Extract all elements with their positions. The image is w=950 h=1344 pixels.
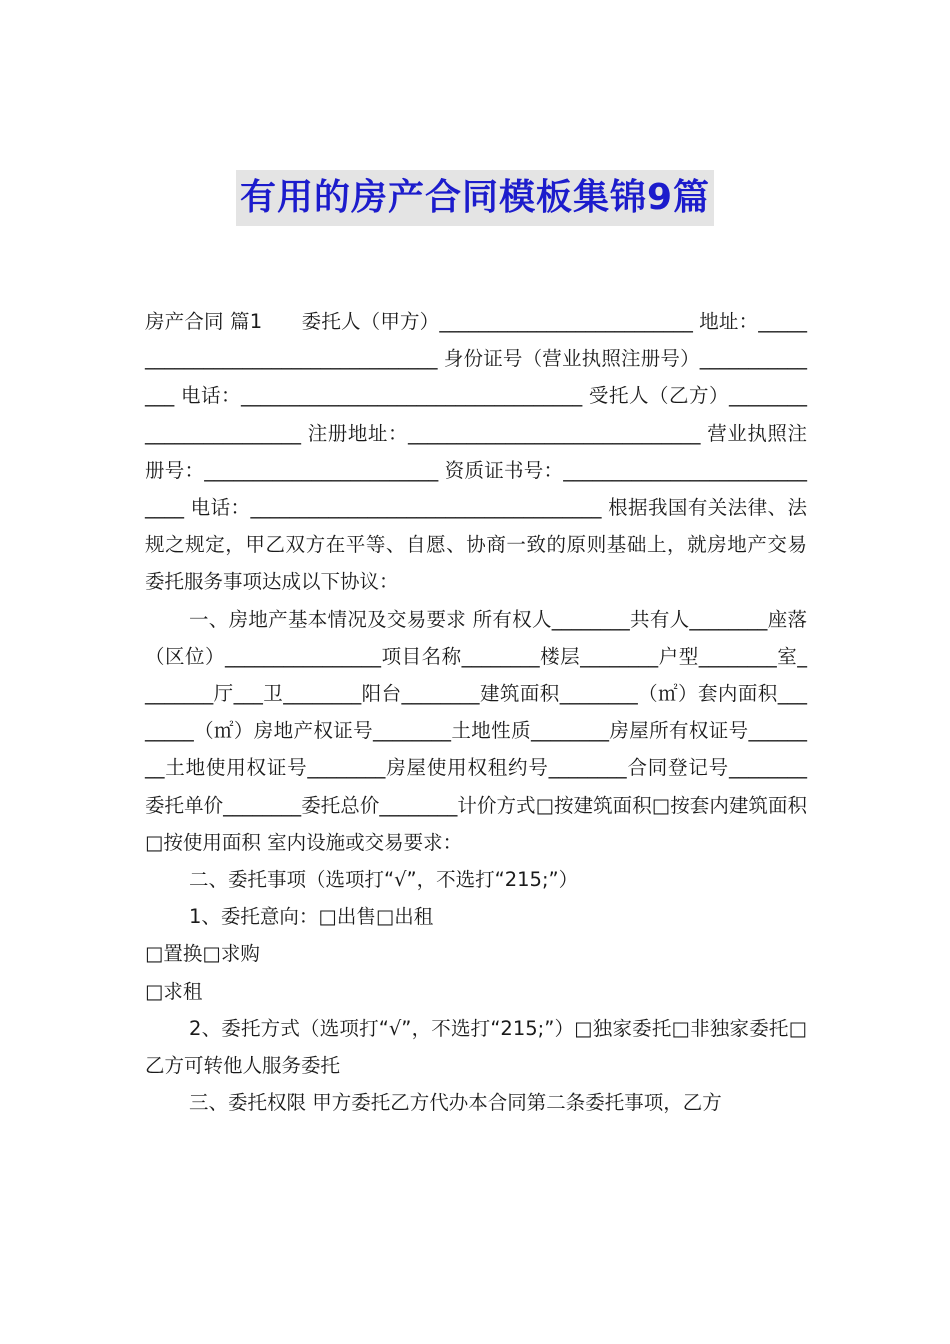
paragraph-intro: 房产合同 篇1 委托人（甲方）__________________________ 地址：___________________________________ 身份证号（营业执照注册号）______________ 电话：___________________________________ 受托人（乙方）________________________ 注册地址：______________________________ 营业执照注册号：________________________ 资质证书号：_____________________________ 电话：____________________________________ 根据我国有关法律、法规之规定，甲乙双方在平等、自愿、协商一致的原则基础上，就房地产交易委托服务事项达成以下协议： [145, 310, 807, 594]
paragraph-item-2: 2、委托方式（选项打“√”，不选打“215;”）□独家委托□非独家委托□乙方可转他人服务委托 [145, 1016, 807, 1078]
document-title: 有用的房产合同模板集锦9篇 [236, 170, 714, 226]
document-body [145, 303, 807, 1121]
paragraph-item-1-options-b: □求租 [145, 979, 203, 1003]
title-container [0, 170, 950, 226]
paragraph-section-2: 二、委托事项（选项打“√”，不选打“215;”） [189, 868, 579, 892]
paragraph-section-3: 三、委托权限 甲方委托乙方代办本合同第二条委托事项，乙方 [189, 1091, 722, 1115]
paragraph-section-1: 一、房地产基本情况及交易要求 所有权人________共有人________座落（区位）________________项目名称________楼层________户型________室________厅___卫________阳台________建筑面积________（㎡）套内面积________（㎡）房地产权证号________土地性质________房屋所有权证号________土地使用权证号________房屋使用权租约号________合同登记号________委托单价________委托总价________计价方式□按建筑面积□按套内建筑面积□按使用面积 室内设施或交易要求： [145, 607, 807, 854]
paragraph-item-1-options-a: □置换□求购 [145, 942, 260, 966]
paragraph-item-1: 1、委托意向：□出售□出租 [189, 905, 434, 929]
